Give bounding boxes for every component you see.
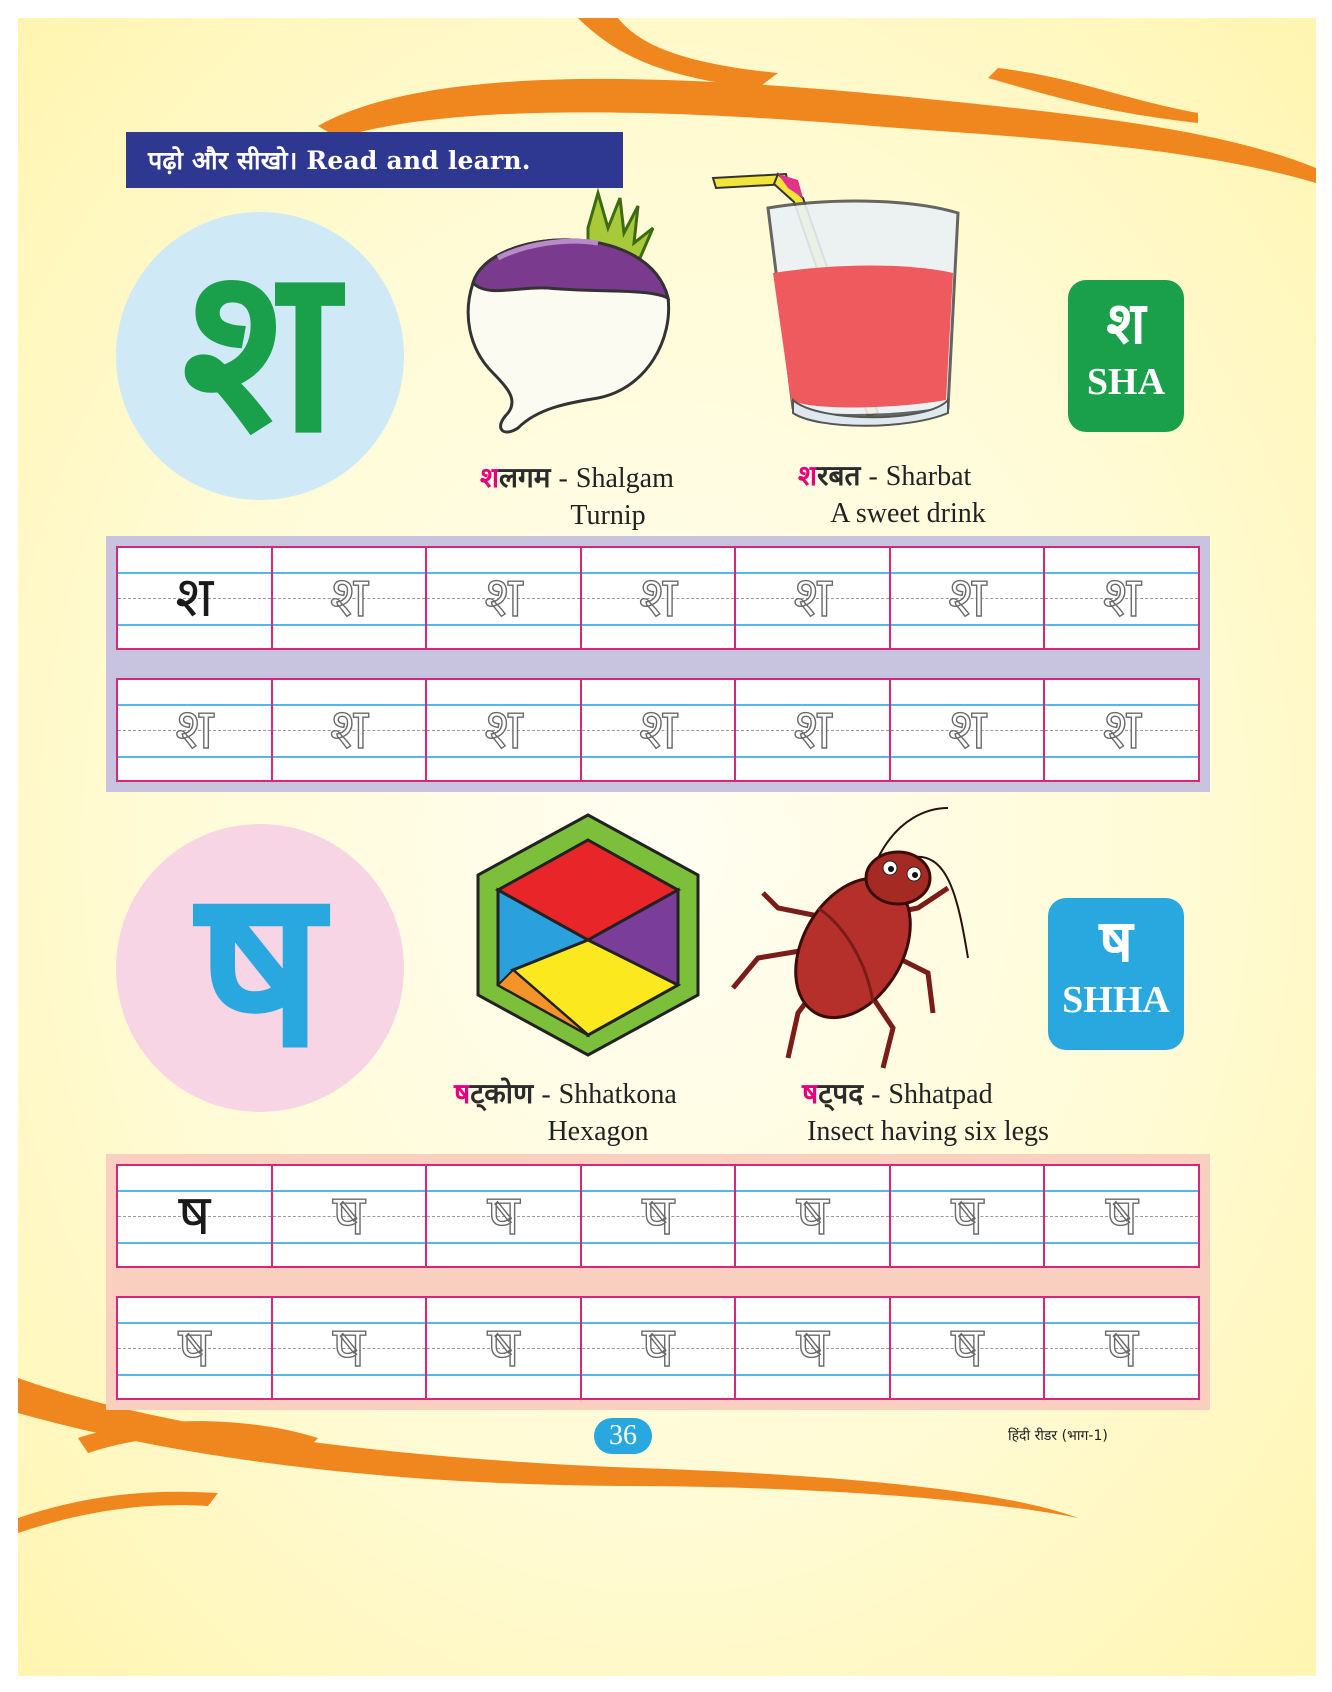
word-meaning-turnip: Turnip [570, 500, 646, 531]
practice-cell[interactable] [582, 1298, 737, 1398]
trace-glyph: श [1102, 697, 1141, 762]
trace-glyph: ष [796, 1183, 829, 1248]
word-hindi: शलगम [480, 461, 551, 494]
word-translit: Shalgam [575, 463, 674, 494]
hexagon-illustration [473, 810, 713, 1060]
badge-sha-devanagari: श [1106, 289, 1146, 357]
badge-sha [1068, 280, 1184, 432]
practice-cell[interactable] [118, 548, 273, 648]
word-hindi: शरबत [798, 459, 861, 492]
practice-cell[interactable] [891, 548, 1046, 648]
example-glyph: ष [178, 1183, 211, 1248]
word-caption-sharbat: शरबत - Sharbat [798, 459, 972, 492]
practice-cell[interactable] [118, 680, 273, 780]
word-meaning-insect: Insect having six legs [807, 1116, 1049, 1147]
trace-glyph: ष [950, 1183, 984, 1248]
word-hindi: षट्कोण [454, 1077, 534, 1110]
word-hindi: षट्पद [802, 1077, 864, 1110]
badge-sha-latin: SHA [1086, 361, 1166, 403]
practice-cell[interactable] [891, 1298, 1046, 1398]
workbook-page [18, 18, 1316, 1676]
turnip-illustration [448, 188, 678, 438]
badge-shha [1048, 898, 1184, 1050]
word-translit: Shhatpad [888, 1079, 993, 1110]
badge-shha-latin: SHHA [1062, 979, 1170, 1021]
big-letter-sha: श [181, 217, 339, 484]
practice-cell[interactable] [427, 1166, 582, 1266]
trace-glyph: ष [641, 1315, 675, 1380]
trace-glyph: श [948, 697, 987, 762]
practice-cell[interactable] [582, 680, 737, 780]
trace-glyph: ष [1105, 1183, 1138, 1248]
practice-cell[interactable] [582, 1166, 737, 1266]
practice-cell[interactable] [1045, 1166, 1198, 1266]
practice-cell[interactable] [427, 680, 582, 780]
word-meaning-sweet-drink: A sweet drink [830, 498, 986, 529]
trace-glyph: श [638, 565, 678, 630]
page-number: 36 [594, 1418, 652, 1454]
page-title-banner: पढ़ो और सीखो। Read and learn. [126, 132, 623, 188]
practice-cell[interactable] [273, 1166, 428, 1266]
trace-glyph: श [638, 697, 678, 762]
trace-glyph: ष [487, 1315, 520, 1380]
practice-cell[interactable] [273, 680, 428, 780]
trace-glyph: श [484, 565, 523, 630]
practice-cell[interactable] [118, 1166, 273, 1266]
practice-cell[interactable] [736, 680, 891, 780]
trace-glyph: ष [332, 1315, 366, 1380]
word-meaning-hexagon: Hexagon [547, 1116, 649, 1147]
practice-row-sha-2 [116, 678, 1200, 782]
practice-cell[interactable] [118, 1298, 273, 1398]
word-caption-shhatpad: षट्पद - Shhatpad [802, 1077, 993, 1110]
word-translit: Sharbat [885, 461, 972, 492]
practice-cell[interactable] [427, 548, 582, 648]
trace-glyph: ष [487, 1183, 520, 1248]
practice-cell[interactable] [273, 1298, 428, 1398]
practice-cell[interactable] [582, 548, 737, 648]
trace-glyph: ष [178, 1315, 211, 1380]
word-caption-shhatkona: षट्कोण - Shhatkona [454, 1077, 677, 1110]
trace-glyph: श [793, 697, 832, 762]
trace-glyph: ष [796, 1315, 829, 1380]
book-title: हिंदी रीडर (भाग-1) [1008, 1428, 1108, 1444]
practice-row-shha-1 [116, 1164, 1200, 1268]
big-letter-shha: ष [196, 840, 324, 1096]
word-translit: Shhatkona [558, 1079, 677, 1110]
practice-cell[interactable] [273, 548, 428, 648]
trace-glyph: श [329, 697, 368, 762]
practice-cell[interactable] [1045, 1298, 1198, 1398]
practice-cell[interactable] [1045, 548, 1198, 648]
trace-glyph: श [484, 697, 523, 762]
trace-glyph: श [175, 697, 214, 762]
practice-cell[interactable] [891, 1166, 1046, 1266]
trace-glyph: श [329, 565, 368, 630]
practice-cell[interactable] [1045, 680, 1198, 780]
trace-glyph: ष [950, 1315, 984, 1380]
trace-glyph: ष [641, 1183, 675, 1248]
example-glyph: श [175, 565, 214, 630]
trace-glyph: श [793, 565, 832, 630]
practice-cell[interactable] [427, 1298, 582, 1398]
trace-glyph: ष [1105, 1315, 1138, 1380]
practice-cell[interactable] [891, 680, 1046, 780]
practice-cell[interactable] [736, 548, 891, 648]
practice-cell[interactable] [736, 1166, 891, 1266]
trace-glyph: श [1102, 565, 1141, 630]
trace-glyph: ष [332, 1183, 366, 1248]
drink-glass-illustration [708, 168, 968, 438]
badge-shha-devanagari: ष [1099, 907, 1133, 975]
practice-row-shha-2 [116, 1296, 1200, 1400]
trace-glyph: श [948, 565, 987, 630]
cockroach-illustration [718, 798, 988, 1078]
practice-cell[interactable] [736, 1298, 891, 1398]
practice-row-sha-1 [116, 546, 1200, 650]
word-caption-shalgam: शलगम - Shalgam [480, 461, 674, 494]
